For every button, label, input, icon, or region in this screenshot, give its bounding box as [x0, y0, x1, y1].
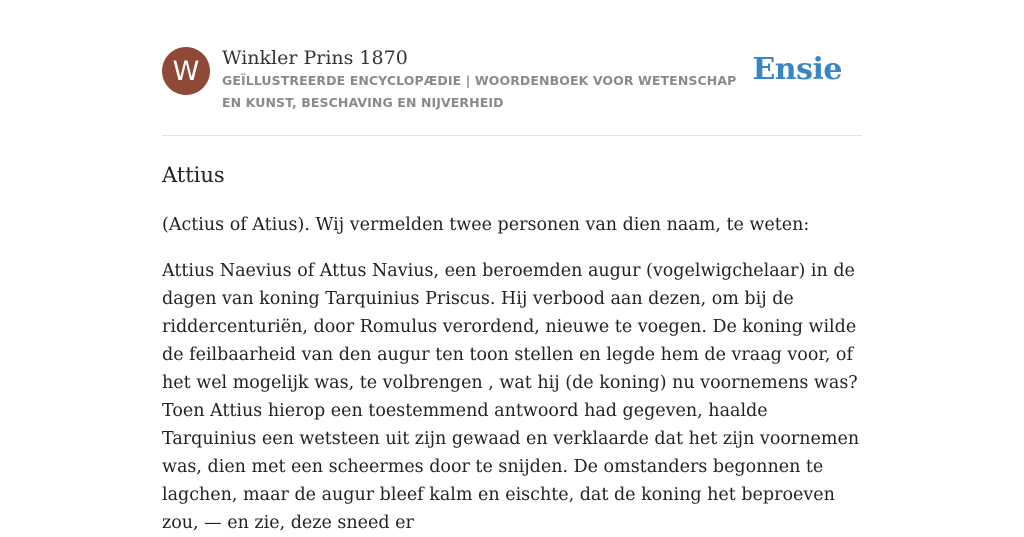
header [162, 46, 862, 136]
book-subtitle: GEÏLLUSTREERDE ENCYCLOPÆDIE | WOORDENBOEK VOOR WETENSCHAP EN KUNST, BESCHAVING EN NIJVERHEID [222, 73, 737, 110]
article-title: Attius [162, 163, 225, 187]
page-container [162, 46, 862, 537]
book-title[interactable]: Winkler Prins 1870 [222, 47, 408, 69]
avatar[interactable]: W [162, 47, 210, 95]
book-info [222, 46, 752, 114]
brand-logo[interactable]: Ensie [752, 52, 842, 87]
article-paragraph: Attius Naevius of Attus Navius, een beroemden augur (vogelwigchelaar) in de dagen van koning Tarquinius Priscus. Hij verbood aan dezen, om bij de riddercenturiën, door Romulus verordend, nieuwe te voegen. De koning wilde de feilbaarheid van den augur ten toon stellen en legde hem de vraag voor, of het wel mogelijk was, te volbrengen , wat hij (de koning) nu voornemens was? Toen Attius hierop een toestemmend antwoord had gegeven, haalde Tarquinius een wetsteen uit zijn gewaad en verklaarde dat het zijn voornemen was, dien met een scheermes door te snijden. De omstanders begonnen te lagchen, maar de augur bleef kalm en eischte, dat de koning het beproeven zou, — en zie, deze sneed er [162, 261, 860, 533]
article-paragraph: (Actius of Atius). Wij vermelden twee personen van dien naam, te weten: [162, 215, 810, 235]
